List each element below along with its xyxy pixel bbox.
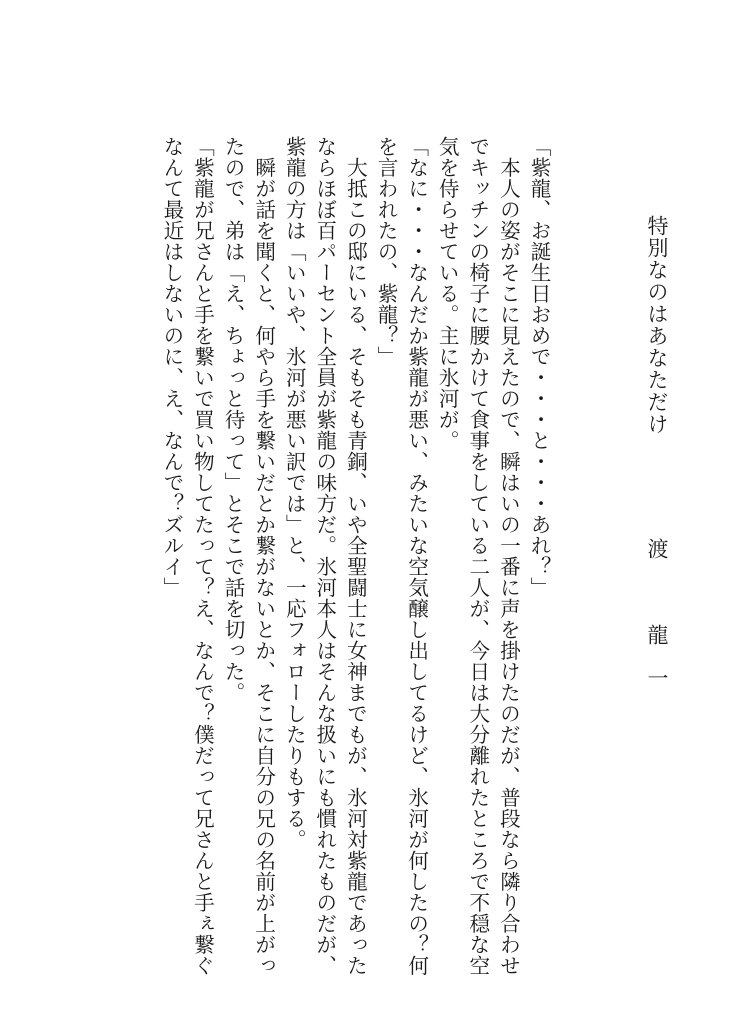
body-text: [156, 136, 554, 976]
paragraph: 大抵この邸にいる、そもそも青銅、いや全聖闘士に女神までもが、氷河対紫龍であったならほぼ百パーセント全員が紫龍の味方だ。氷河本人はそんな扱いにも慣れたものだが、紫龍の方は「いいや、氷河が悪い訳では」と、一応フォローしたりもする。: [282, 136, 368, 976]
paragraph: 本人の姿がそこに見えたので、瞬はいの一番に声を掛けたのだが、普段なら隣り合わせでキッチンの椅子に腰かけて食事をしている二人が、今日は大分離れたところで不穏な空気を侍らせている。主に氷河が。: [435, 136, 521, 976]
document-author: 渡 龍一: [645, 538, 669, 710]
document-title: 特別なのはあなただけ: [645, 215, 669, 435]
paragraph: 「紫龍が兄さんと手を繋いで買い物してたって？え、なんで？僕だって兄さんと手ぇ繋ぐなんて最近はしないのに、え、なんで？ズルイ」: [159, 136, 215, 976]
paragraph: 「なに・・・なんだか紫龍が悪い、みたいな空気醸し出してるけど、氷河が何したの？何を言われたの、紫龍？」: [374, 136, 429, 976]
paragraph: 瞬が話を聞くと、何やら手を繋いだとか繋がないとか、そこに自分の兄の名前が上がったので、弟は「え、ちょっと待って」とそこで話を切った。: [221, 136, 276, 976]
paragraph: 「紫龍、お誕生日おめで・・・と・・・あれ？」: [527, 136, 551, 598]
